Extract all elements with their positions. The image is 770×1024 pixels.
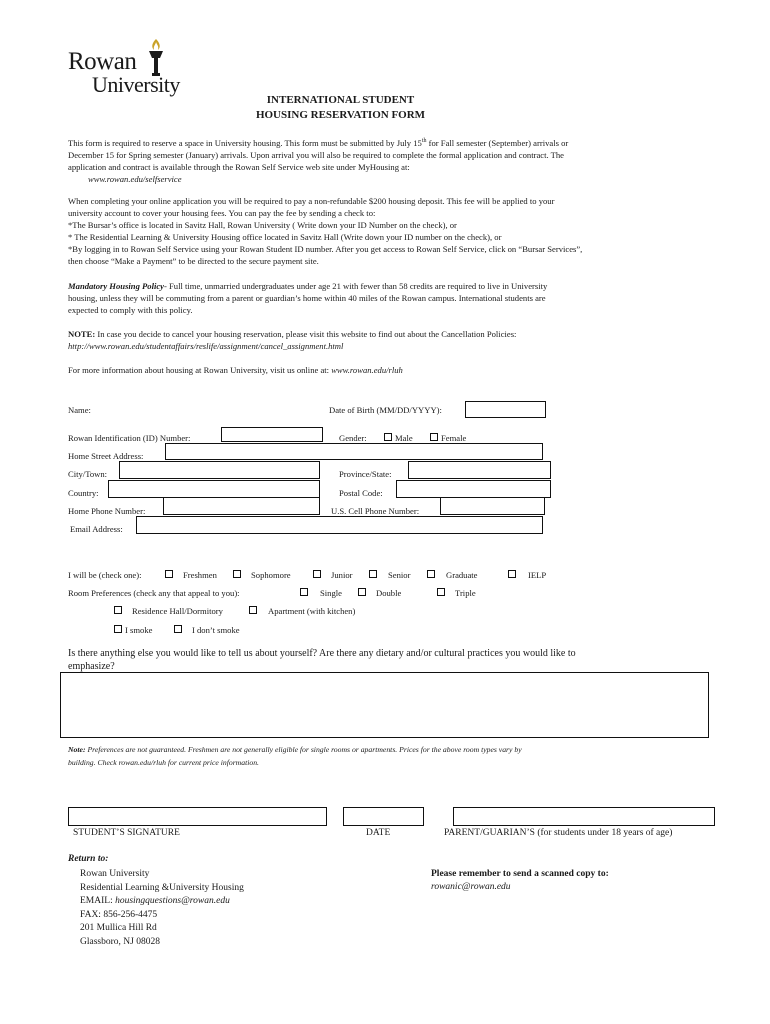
- logo-word-university: University: [92, 72, 180, 97]
- selfservice-link[interactable]: www.rowan.edu/selfservice: [88, 173, 182, 184]
- female-label: Female: [441, 433, 467, 443]
- graduate-label: Graduate: [446, 570, 478, 580]
- comments-textarea[interactable]: [60, 672, 709, 738]
- senior-label: Senior: [388, 570, 411, 580]
- deposit-paragraph: When completing your online application you will be required to pay a non-refundable $200 housing deposit. This fee will be applied to your university account to cover your housing fees. You can pay the fee by sending a check to: *The Bursar’s office is located in Savitz Hall, Rowan University ( Write down your ID Number on the check), or * The Residential Learning & University Housing office located in Savitz Hall (Write down your ID number on the check), or *By logging in to Rowan Self Service using your Rowan Student ID number. After you get access to Rowan Self Service, click on “Bursar Services”, then choose “Make a Payment” to be directed to the secure payment site.: [68, 196, 583, 266]
- housing-email-link[interactable]: housingquestions@rowan.edu: [115, 896, 230, 906]
- pref-note-line2: building. Check rowan.edu/rluh for current price information.: [68, 758, 259, 767]
- logo-word-rowan: Rowan: [68, 48, 137, 75]
- ielp-checkbox[interactable]: [508, 570, 516, 578]
- street-label: Home Street Address:: [68, 451, 144, 461]
- date-field[interactable]: [343, 807, 424, 826]
- cell-phone-field[interactable]: [440, 497, 545, 515]
- apartment-checkbox[interactable]: [249, 606, 257, 614]
- province-field[interactable]: [408, 461, 551, 479]
- room-prefs-label: Room Preferences (check any that appeal to you):: [68, 588, 240, 598]
- sophomore-label: Sophomore: [251, 570, 291, 580]
- return-address-block: Rowan University Residential Learning &University Housing EMAIL: housingquestions@rowan.edu FAX: 856-256-4475 201 Mullica Hill Rd Glassboro, NJ 08028: [80, 869, 244, 947]
- city-label: City/Town:: [68, 469, 108, 479]
- no-smoke-label: I don’t smoke: [192, 625, 240, 635]
- junior-label: Junior: [331, 570, 353, 580]
- triple-label: Triple: [455, 588, 476, 598]
- junior-checkbox[interactable]: [313, 570, 321, 578]
- class-year-label: I will be (check one):: [68, 570, 142, 580]
- cancellation-link[interactable]: http://www.rowan.edu/studentaffairs/reslife/assignment/cancel_assignment.html: [68, 341, 344, 351]
- smoke-label: I smoke: [125, 625, 153, 635]
- sophomore-checkbox[interactable]: [233, 570, 241, 578]
- scanned-copy-label: Please remember to send a scanned copy to:: [431, 869, 609, 879]
- double-checkbox[interactable]: [358, 588, 366, 596]
- cancellation-note: NOTE: In case you decide to cancel your housing reservation, please visit this website to find out about the Cancellation Policies: http://www.rowan.edu/studentaffairs/reslife/assignment/cancel_assignment.html: [68, 328, 708, 352]
- dob-label: Date of Birth (MM/DD/YYYY):: [329, 405, 442, 415]
- scanned-copy-email[interactable]: rowanic@rowan.edu: [431, 882, 511, 892]
- gender-label: Gender:: [339, 433, 367, 443]
- email-label: Email Address:: [70, 524, 123, 534]
- single-label: Single: [320, 588, 342, 598]
- postal-label: Postal Code:: [339, 488, 383, 498]
- more-info-line: For more information about housing at Rowan University, visit us online at: www.rowan.edu/rluh: [68, 365, 403, 375]
- rowan-id-field[interactable]: [221, 427, 323, 442]
- form-title-line2: HOUSING RESERVATION FORM: [255, 109, 426, 121]
- pref-note-line1: Note: Preferences are not guaranteed. Freshmen are not generally eligible for single rooms or apartments. Prices for the above room types vary by: [68, 745, 522, 754]
- housing-policy-paragraph: Mandatory Housing Policy- Full time, unmarried undergraduates under age 21 with fewer than 58 credits are required to live in University housing, unless they will be commuting from a parent or guardian’s home within 40 miles of the Rowan campus. International students are expected to comply with this policy.: [68, 281, 548, 315]
- smoke-checkbox[interactable]: [114, 625, 122, 633]
- date-label: DATE: [366, 828, 391, 838]
- double-label: Double: [376, 588, 402, 598]
- country-field[interactable]: [108, 480, 320, 498]
- intro-paragraph: This form is required to reserve a space in University housing. This form must be submitted by July 15th for Fall semester (September) arrivals or December 15 for Spring semester (January) arrivals. Upon arrival you will also be required to complete the formal application and contract. The application and contract is available through the Rowan Self Service web site under MyHousing at: www.rowan.edu/selfservice: [68, 135, 708, 185]
- freshmen-label: Freshmen: [183, 570, 217, 580]
- city-field[interactable]: [119, 461, 320, 479]
- form-title-line1: INTERNATIONAL STUDENT: [266, 94, 415, 106]
- graduate-checkbox[interactable]: [427, 570, 435, 578]
- country-label: Country:: [68, 488, 99, 498]
- student-signature-label: STUDENT’S SIGNATURE: [73, 828, 180, 838]
- home-phone-field[interactable]: [163, 497, 320, 515]
- no-smoke-checkbox[interactable]: [174, 625, 182, 633]
- return-to-label: Return to:: [68, 854, 109, 864]
- residence-hall-label: Residence Hall/Dormitory: [132, 606, 223, 616]
- male-label: Male: [395, 433, 413, 443]
- question-line2: emphasize?: [68, 661, 115, 672]
- email-field[interactable]: [136, 516, 543, 534]
- parent-signature-label: PARENT/GUARIAN’S (for students under 18 years of age): [444, 828, 673, 838]
- single-checkbox[interactable]: [300, 588, 308, 596]
- cell-phone-label: U.S. Cell Phone Number:: [331, 506, 420, 516]
- senior-checkbox[interactable]: [369, 570, 377, 578]
- parent-signature-field[interactable]: [453, 807, 715, 826]
- street-field[interactable]: [165, 443, 543, 460]
- rowan-id-label: Rowan Identification (ID) Number:: [68, 433, 191, 443]
- female-checkbox[interactable]: [430, 433, 438, 441]
- male-checkbox[interactable]: [384, 433, 392, 441]
- question-line1: Is there anything else you would like to tell us about yourself? Are there any dietary and/or cultural practices you would like to: [68, 648, 576, 659]
- home-phone-label: Home Phone Number:: [68, 506, 146, 516]
- province-label: Province/State:: [339, 469, 392, 479]
- postal-field[interactable]: [396, 480, 551, 498]
- ielp-label: IELP: [528, 570, 547, 580]
- university-logo: [66, 38, 196, 100]
- student-signature-field[interactable]: [68, 807, 327, 826]
- rluh-link[interactable]: www.rowan.edu/rluh: [331, 365, 403, 375]
- name-label: Name:: [68, 405, 91, 415]
- apartment-label: Apartment (with kitchen): [268, 606, 356, 616]
- residence-hall-checkbox[interactable]: [114, 606, 122, 614]
- freshmen-checkbox[interactable]: [165, 570, 173, 578]
- dob-field[interactable]: [465, 401, 546, 418]
- triple-checkbox[interactable]: [437, 588, 445, 596]
